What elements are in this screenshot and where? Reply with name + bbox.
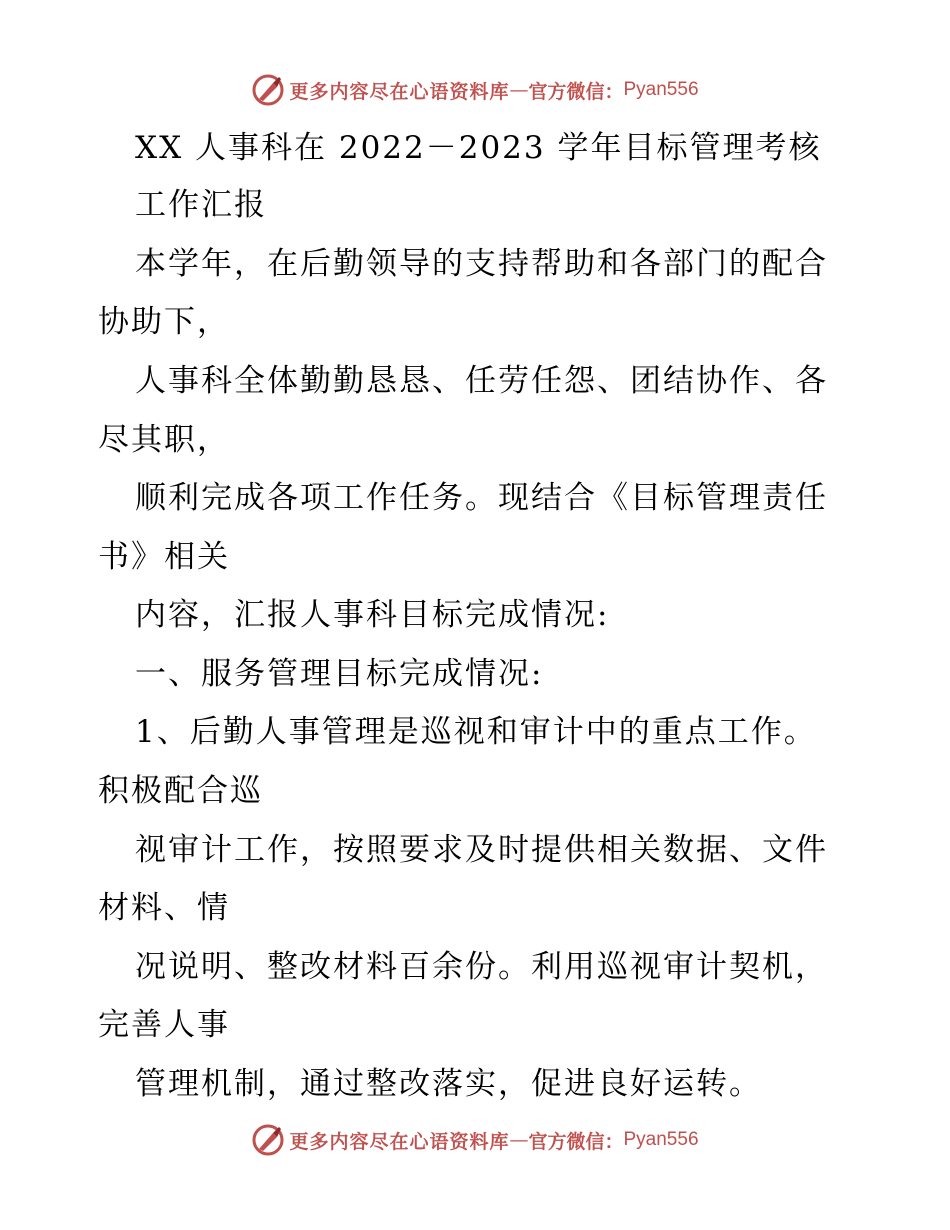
doc-line: 视审计工作，按照要求及时提供相关数据、文件	[135, 832, 828, 868]
header-watermark	[0, 70, 950, 110]
pen-logo-icon	[251, 1123, 285, 1157]
doc-line: 协助下，	[98, 304, 230, 340]
doc-line: 况说明、整改材料百余份。利用巡视审计契机，	[135, 949, 828, 985]
doc-line: 本学年，在后勤领导的支持帮助和各部门的配合	[135, 246, 828, 282]
doc-line: 内容，汇报人事科目标完成情况:	[135, 597, 610, 633]
watermark-separator: —	[509, 1129, 529, 1151]
footer-watermark	[0, 1120, 950, 1160]
watermark-wechat-label: 官方微信：	[528, 80, 624, 103]
doc-line: 材料、情	[98, 890, 230, 926]
watermark-wechat-label: 官方微信：	[528, 1130, 624, 1153]
watermark-wechat-id: Pyan556	[623, 79, 699, 100]
doc-line: 积极配合巡	[98, 773, 263, 809]
watermark-brand: 更多内容尽在心语资料库	[289, 1130, 510, 1153]
doc-line: 尽其职，	[98, 422, 230, 458]
watermark-separator: —	[509, 79, 529, 101]
watermark-brand: 更多内容尽在心语资料库	[289, 80, 510, 103]
doc-line: 管理机制，通过整改落实，促进良好运转。	[135, 1066, 762, 1102]
watermark-wechat-id: Pyan556	[623, 1129, 699, 1150]
doc-line: 顺利完成各项工作任务。现结合《目标管理责任	[135, 480, 828, 516]
doc-line: 人事科全体勤勤恳恳、任劳任怨、团结协作、各	[135, 363, 828, 399]
pen-logo-icon	[251, 73, 285, 107]
doc-line: 1、后勤人事管理是巡视和审计中的重点工作。	[135, 714, 817, 750]
doc-line: 一、服务管理目标完成情况:	[135, 656, 544, 692]
doc-title-line-2: 工作汇报	[135, 187, 267, 223]
doc-title-line-1: XX 人事科在 2022－2023 学年目标管理考核	[135, 130, 822, 166]
doc-line: 书》相关	[98, 539, 230, 575]
doc-line: 完善人事	[98, 1007, 230, 1043]
